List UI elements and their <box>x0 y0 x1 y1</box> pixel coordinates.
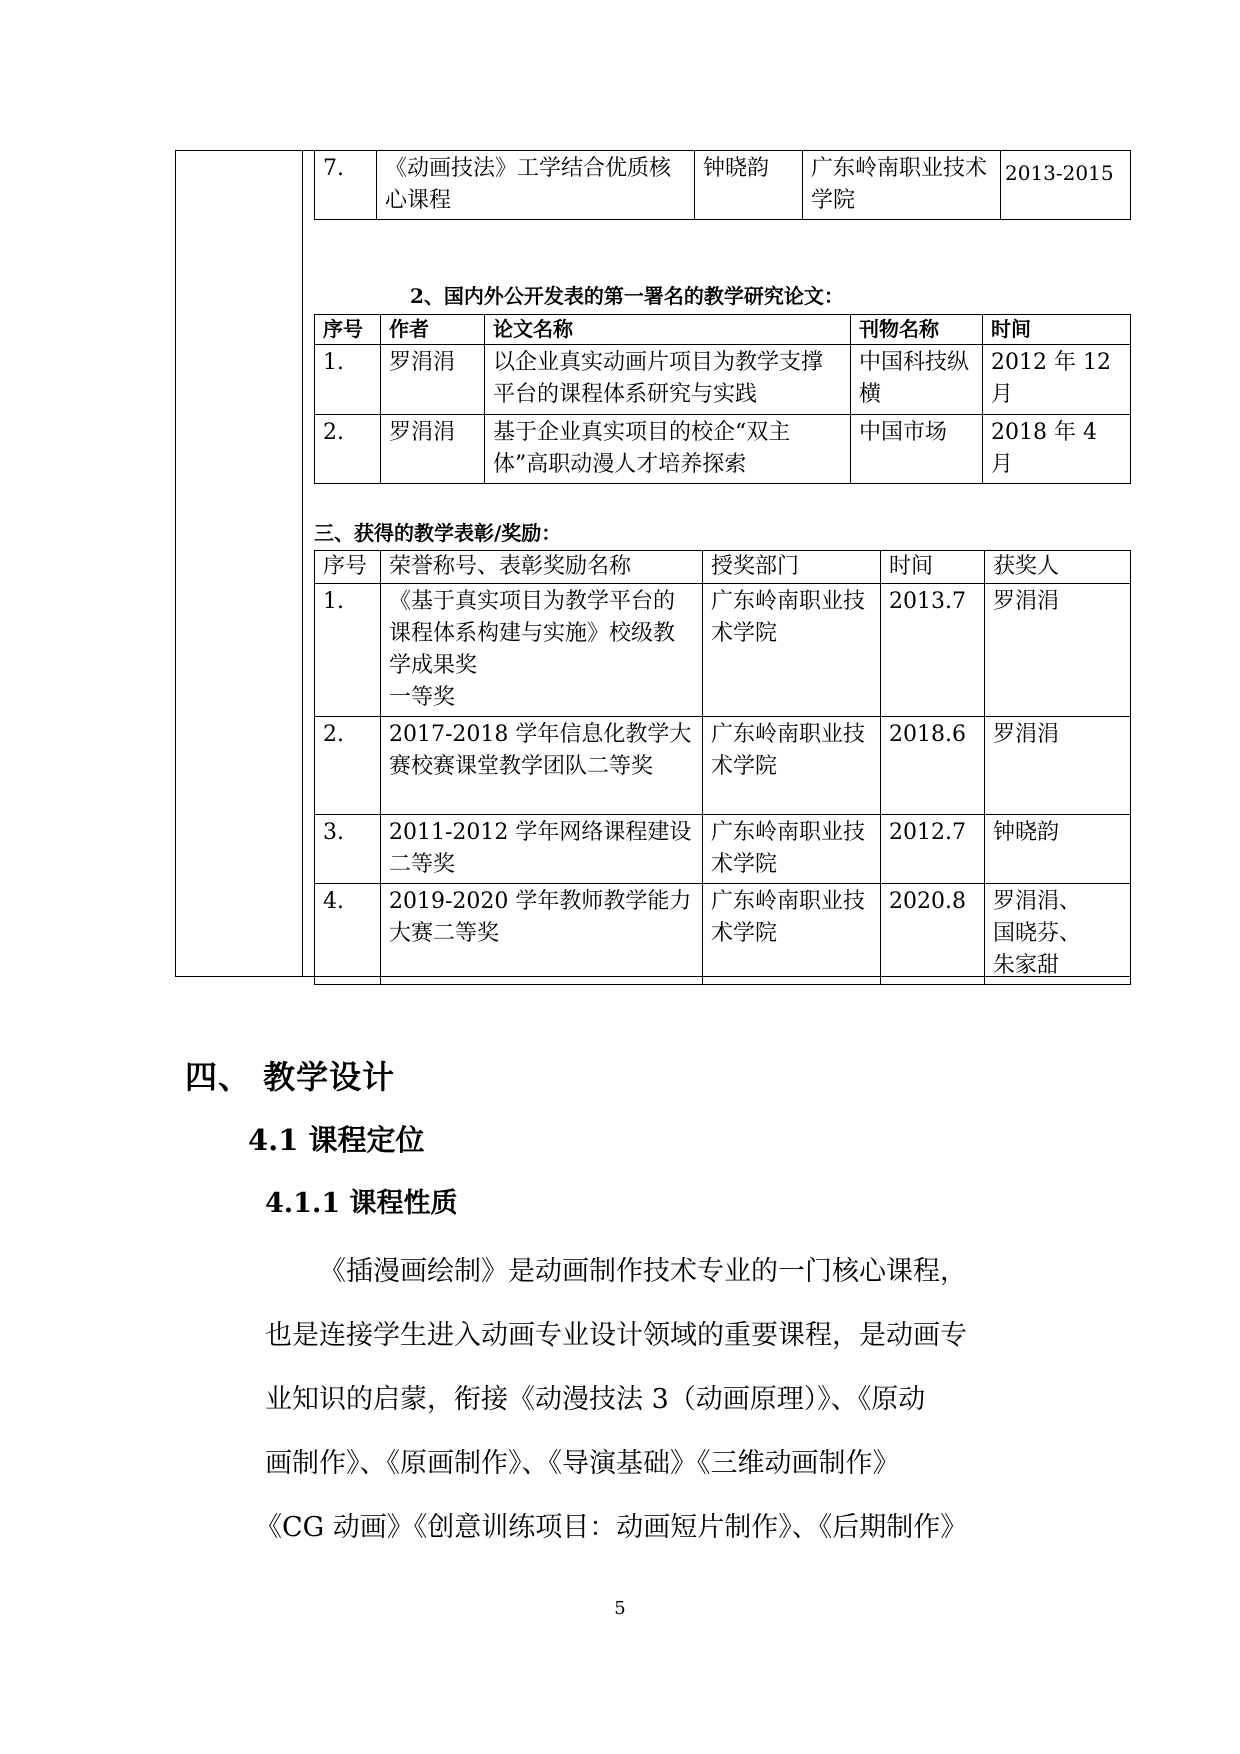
table-row <box>315 345 1131 415</box>
papers-caption: 2、国内外公开发表的第一署名的教学研究论文： <box>410 284 844 308</box>
awards-header-winner: 获奖人 <box>985 551 1131 584</box>
papers-header-title: 论文名称 <box>485 315 851 345</box>
paper-author: 罗涓涓 <box>381 415 485 484</box>
award-time: 2013.7 <box>881 584 985 717</box>
award-winner <box>985 884 1131 985</box>
award-name: 2019-2020 学年教师教学能力大赛二等奖 <box>381 884 703 985</box>
papers-table <box>314 314 1131 484</box>
awards-table <box>314 550 1131 985</box>
papers-header-author: 作者 <box>381 315 485 345</box>
paper-author: 罗涓涓 <box>381 345 485 415</box>
award-no: 3. <box>315 815 381 884</box>
award-name-text: 《基于真实项目为教学平台的课程体系构建与实施》校级教学成果奖 <box>389 589 676 678</box>
award-no: 1. <box>315 584 381 717</box>
table-row <box>315 717 1131 815</box>
course-table <box>314 150 1131 220</box>
award-dept: 广东岭南职业技术学院 <box>703 584 881 717</box>
award-time: 2020.8 <box>881 884 985 985</box>
award-name: 2017-2018 学年信息化教学大赛校赛课堂教学团队二等奖 <box>381 717 703 815</box>
award-dept: 广东岭南职业技术学院 <box>703 884 881 985</box>
page-number: 5 <box>614 1598 626 1619</box>
table-header-row <box>315 315 1131 345</box>
award-time: 2018.6 <box>881 717 985 815</box>
award-winner: 罗涓涓 <box>985 717 1131 815</box>
table-header-row <box>315 551 1131 584</box>
course-name: 《动画技法》工学结合优质核心课程 <box>377 151 695 220</box>
award-dept: 广东岭南职业技术学院 <box>703 815 881 884</box>
table-row <box>315 584 1131 717</box>
paper-no: 2. <box>315 415 381 484</box>
award-winner-line: 朱家甜 <box>993 953 1060 978</box>
paragraph-line: 画制作》、《原画制作》、《导演基础》《三维动画制作》 <box>265 1448 900 1479</box>
section-heading: 四、 教学设计 <box>185 1058 396 1096</box>
award-dept: 广东岭南职业技术学院 <box>703 717 881 815</box>
award-name <box>381 584 703 717</box>
award-winner-line: 国晓芬、 <box>993 921 1082 946</box>
award-no: 2. <box>315 717 381 815</box>
awards-header-name: 荣誉称号、表彰奖励名称 <box>381 551 703 584</box>
paper-title: 基于企业真实项目的校企“双主体”高职动漫人才培养探索 <box>485 415 851 484</box>
papers-header-journal: 刊物名称 <box>851 315 983 345</box>
award-winner: 罗涓涓 <box>985 584 1131 717</box>
paragraph-line: 《CG 动画》《创意训练项目：动画短片制作》、《后期制作》 <box>255 1512 968 1543</box>
paper-title: 以企业真实动画片项目为教学支撑平台的课程体系研究与实践 <box>485 345 851 415</box>
sub-heading: 4.1 课程定位 <box>248 1123 425 1157</box>
award-winner-line: 罗涓涓、 <box>993 889 1082 914</box>
award-name-grade: 一等奖 <box>389 685 456 710</box>
course-no: 7. <box>315 151 377 220</box>
paper-time: 2012 年 12 月 <box>983 345 1131 415</box>
award-name: 2011-2012 学年网络课程建设二等奖 <box>381 815 703 884</box>
paragraph-line: 业知识的启蒙，衔接《动漫技法 3（动画原理）》、《原动 <box>265 1384 926 1415</box>
awards-header-no: 序号 <box>315 551 381 584</box>
award-no: 4. <box>315 884 381 985</box>
paragraph-line: 《插漫画绘制》是动画制作技术专业的一门核心课程， <box>319 1256 967 1287</box>
table-row <box>315 815 1131 884</box>
awards-header-dept: 授奖部门 <box>703 551 881 584</box>
frame-divider-line <box>302 150 303 977</box>
papers-header-no: 序号 <box>315 315 381 345</box>
course-org: 广东岭南职业技术学院 <box>803 151 1001 220</box>
paper-no: 1. <box>315 345 381 415</box>
award-time: 2012.7 <box>881 815 985 884</box>
table-row <box>315 884 1131 985</box>
course-nature-paragraph <box>255 1240 1065 1560</box>
course-period: 2013-2015 <box>1001 151 1131 220</box>
awards-header-time: 时间 <box>881 551 985 584</box>
paper-time: 2018 年 4 月 <box>983 415 1131 484</box>
paragraph-line: 也是连接学生进入动画专业设计领域的重要课程，是动画专 <box>265 1320 967 1351</box>
table-row <box>315 151 1131 220</box>
table-row <box>315 415 1131 484</box>
sub-sub-heading: 4.1.1 课程性质 <box>265 1188 458 1219</box>
awards-caption: 三、获得的教学表彰/奖励： <box>314 521 562 545</box>
papers-header-time: 时间 <box>983 315 1131 345</box>
award-winner: 钟晓韵 <box>985 815 1131 884</box>
course-person: 钟晓韵 <box>695 151 803 220</box>
paper-journal: 中国科技纵横 <box>851 345 983 415</box>
paper-journal: 中国市场 <box>851 415 983 484</box>
